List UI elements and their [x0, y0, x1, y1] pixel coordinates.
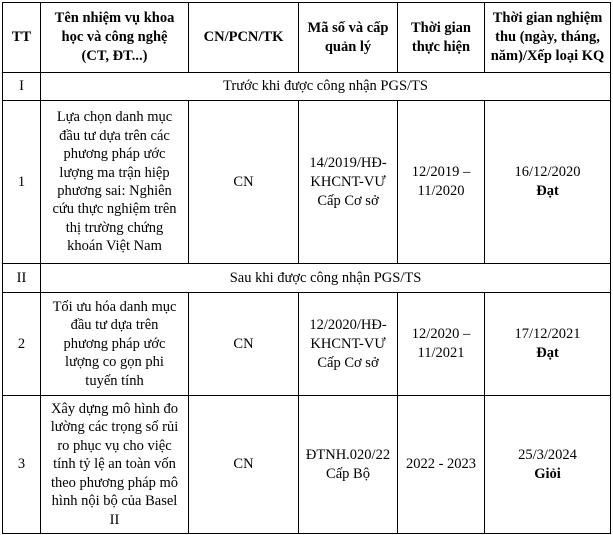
task-name-line: khoán Việt Nam	[67, 238, 162, 255]
task-time	[398, 293, 485, 396]
acceptance-date: 25/3/2024	[518, 446, 577, 463]
header-row	[3, 3, 611, 73]
task-name-line: Tối ưu hóa danh mục	[52, 298, 177, 315]
header-time-line: Thời gian	[410, 19, 471, 36]
research-tasks-table	[2, 2, 611, 534]
task-name	[41, 293, 189, 396]
acceptance-grade: Đạt	[536, 183, 559, 199]
task-code-line: 12/2020/HĐ-	[309, 316, 387, 333]
task-code	[299, 396, 398, 534]
header-code	[299, 3, 398, 73]
task-name-line: theo phương pháp mô	[50, 474, 179, 491]
header-tt: TT	[3, 3, 41, 73]
task-name-line: phương sai: Nghiên	[57, 183, 172, 199]
row-tt: 1	[3, 101, 41, 264]
task-time-line: 12/2020 –	[411, 326, 471, 342]
section-roman: II	[3, 264, 41, 293]
task-code-line: Cấp Cơ sở	[317, 354, 379, 371]
task-name-line: Lựa chọn danh mục	[56, 109, 173, 126]
header-time-line: thực hiện	[411, 38, 471, 55]
task-acceptance	[485, 396, 611, 534]
table-row	[3, 101, 611, 264]
task-name-line: lượng ma trận hiệp	[59, 164, 170, 181]
task-name-line: phương pháp ước	[63, 335, 166, 352]
header-acceptance	[485, 3, 611, 73]
task-code	[299, 101, 398, 264]
task-name-line: đầu tư dựa trên	[70, 317, 159, 334]
header-task-line: Tên nhiệm vụ khoa	[54, 10, 175, 26]
task-name-line: đầu tư dựa trên các	[59, 127, 170, 144]
task-time	[398, 101, 485, 264]
header-acceptance-line: thu (ngày, tháng,	[495, 29, 600, 45]
task-name-line: thị trường chứng	[65, 219, 164, 236]
task-code-line: Cấp Bộ	[326, 465, 370, 482]
task-code-line: KHCNT-VƯ	[310, 173, 386, 190]
acceptance-date: 16/12/2020	[514, 164, 581, 180]
task-name-line: cứu thực nghiệm trên	[52, 201, 177, 218]
row-tt: 2	[3, 293, 41, 396]
task-name-line: II	[109, 511, 120, 528]
task-time-line: 11/2021	[417, 345, 465, 361]
acceptance-grade: Giỏi	[534, 465, 561, 482]
task-acceptance	[485, 293, 611, 396]
task-name-line: ro phục vụ cho việc	[57, 437, 172, 454]
task-name-line: phương pháp ước	[63, 146, 166, 163]
task-acceptance	[485, 101, 611, 264]
document-page	[2, 2, 611, 534]
section-row	[3, 73, 611, 101]
header-acceptance-line: Thời gian nghiệm	[492, 10, 603, 26]
table-row	[3, 293, 611, 396]
task-code-line: Cấp Cơ sở	[317, 192, 379, 209]
acceptance-date: 17/12/2021	[514, 326, 581, 342]
acceptance-grade: Đạt	[536, 345, 559, 361]
task-name-line: tuyến tính	[85, 372, 144, 389]
header-role: CN/PCN/TK	[189, 3, 299, 73]
header-task-name	[41, 3, 189, 73]
task-name-line: tính tỷ lệ an toàn vốn	[53, 456, 176, 473]
section-title: Sau khi được công nhận PGS/TS	[41, 264, 611, 293]
row-tt: 3	[3, 396, 41, 534]
task-code-line: 14/2019/HĐ-	[309, 154, 387, 171]
task-name-line: Xây dựng mô hình đo	[50, 401, 179, 418]
header-time	[398, 3, 485, 73]
task-time	[398, 396, 485, 534]
header-task-line: (CT, ĐT...)	[81, 48, 148, 64]
table-row	[3, 396, 611, 534]
header-code-line: quản lý	[324, 38, 372, 55]
task-code	[299, 293, 398, 396]
section-roman: I	[3, 73, 41, 101]
task-time-line: 11/2020	[417, 183, 465, 199]
header-task-line: học và công nghệ	[61, 29, 168, 45]
task-code-line: ĐTNH.020/22	[305, 446, 391, 463]
header-acceptance-line: năm)/Xếp loại KQ	[490, 48, 605, 64]
task-code-line: KHCNT-VƯ	[310, 335, 386, 352]
section-row	[3, 264, 611, 293]
task-name-line: hình nội bộ của Basel	[51, 493, 178, 510]
header-code-line: Mã số và cấp	[307, 19, 389, 36]
task-role: CN	[189, 293, 299, 396]
section-title: Trước khi được công nhận PGS/TS	[41, 73, 611, 101]
task-name	[41, 101, 189, 264]
task-role: CN	[189, 396, 299, 534]
task-name	[41, 396, 189, 534]
task-name-line: lượng co gọn phi	[65, 354, 164, 371]
task-name-line: lường các trọng số rủi	[50, 419, 179, 436]
task-time-line: 2022 - 2023	[405, 456, 477, 472]
task-role: CN	[189, 101, 299, 264]
task-time-line: 12/2019 –	[411, 164, 471, 180]
